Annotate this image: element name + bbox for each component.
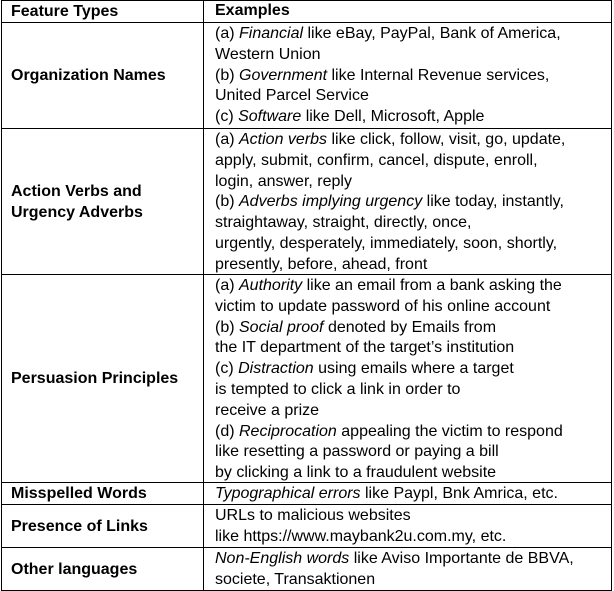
feature-type-cell: Presence of Links (2, 505, 204, 547)
example-line: (b) Government like Internal Revenue services, (215, 66, 550, 84)
example-line: (a) Authority like an email from a bank asking the (215, 277, 562, 294)
table-row (2, 22, 611, 128)
example-line: (c) Software like Dell, Microsoft, Apple (215, 108, 485, 126)
feature-type-line: Urgency Adverbs (11, 203, 143, 221)
examples-cell (204, 483, 611, 504)
example-line: Typographical errors like Paypl, Bnk Amrica, etc. (215, 485, 558, 502)
table-row (2, 482, 611, 504)
feature-type-cell: Other languages (2, 548, 204, 590)
table-row (2, 504, 611, 547)
example-line: the IT department of the target’s institution (215, 339, 515, 357)
table-header (2, 1, 611, 22)
examples-cell (204, 23, 611, 128)
example-line: login, answer, reply (215, 172, 352, 190)
feature-type-cell: Misspelled Words (2, 483, 204, 504)
example-line: (a) Financial like eBay, PayPal, Bank of America, (215, 25, 561, 42)
example-line: urgently, desperately, immediately, soon, shortly, (215, 234, 558, 252)
table-row (2, 274, 611, 482)
examples-cell (204, 275, 611, 482)
feature-type-cell: Persuasion Principles (2, 275, 204, 482)
example-line: like https://www.maybank2u.com.my, etc. (215, 527, 507, 545)
feature-type-cell (2, 129, 204, 274)
feature-type-cell: Organization Names (2, 23, 204, 128)
table-row (2, 128, 611, 274)
examples-cell (204, 548, 611, 590)
example-line: presently, before, ahead, front (215, 255, 428, 273)
example-line: (b) Adverbs implying urgency like today, instantly, (215, 193, 564, 211)
header-feature-types: Feature Types (2, 1, 204, 22)
header-examples: Examples (215, 2, 290, 19)
example-line: apply, submit, confirm, cancel, dispute, enroll, (215, 151, 538, 169)
examples-cell (204, 129, 611, 274)
example-line: by clicking a link to a fraudulent website (215, 464, 497, 482)
example-line: receive a prize (215, 401, 320, 419)
example-line: like resetting a password or paying a bill (215, 443, 499, 461)
example-line: United Parcel Service (215, 87, 369, 105)
example-line: (c) Distraction using emails where a target (215, 360, 514, 378)
example-line: (d) Reciprocation appealing the victim to respond (215, 422, 563, 440)
feature-type-line: Action Verbs and (11, 182, 142, 200)
example-line: (a) Action verbs like click, follow, visit, go, update, (215, 131, 566, 148)
example-line: straightaway, straight, directly, once, (215, 214, 472, 232)
example-line: victim to update password of his online account (215, 297, 551, 315)
example-line: (b) Social proof denoted by Emails from (215, 318, 497, 336)
example-line: is tempted to click a link in order to (215, 380, 461, 398)
feature-table (1, 0, 612, 591)
examples-cell (204, 505, 611, 547)
table-row (2, 547, 611, 590)
example-line: societe, Transaktionen (215, 570, 376, 588)
example-line: URLs to malicious websites (215, 507, 411, 524)
example-line: Non-English words like Aviso Importante de BBVA, (215, 550, 574, 567)
example-line: Western Union (215, 45, 321, 63)
